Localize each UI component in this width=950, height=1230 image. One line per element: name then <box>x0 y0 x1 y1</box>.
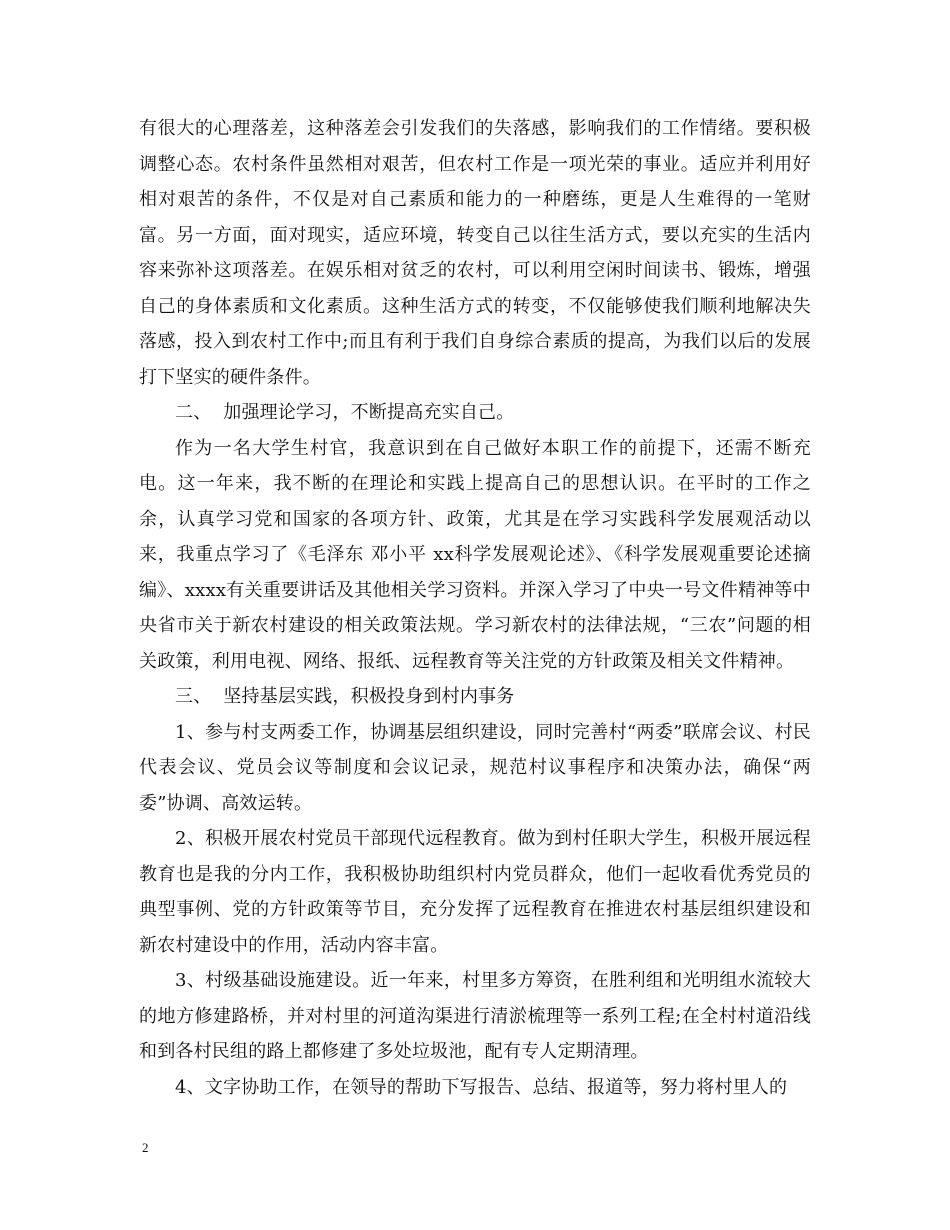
section-heading-three: 三、 坚持基层实践，积极投身到村内事务 <box>175 686 515 707</box>
paragraph-theory-study: 作为一名大学生村官，我意识到在自己做好本职工作的前提下，还需不断充电。这一年来，我不断的在理论和实践上提高自己的思想认识。在平时的工作之余，认真学习党和国家的各项方针、政策，尤其是在学习实践科学发展观活动以来，我重点学习了《毛泽东 邓小平 xx科学发展观论述》、《科学发展观重要论述摘编》、xxxx有关重要讲话及其他相关学习资料。并深入学习了中央一号文件精神等中央省市关于新农村建设的相关政策法规。学习新农村的法律法规，“三农”问题的相关政策，利用电视、网络、报纸、远程教育等关注党的方针政策及相关文件精神。 <box>139 437 811 672</box>
paragraph-continuation: 有很大的心理落差，这种落差会引发我们的失落感，影响我们的工作情绪。要积极调整心态。农村条件虽然相对艰苦，但农村工作是一项光荣的事业。适应并利用好相对艰苦的条件，不仅是对自己素质和能力的一种磨练，更是人生难得的一笔财富。另一方面，面对现实，适应环境，转变自己以往生活方式，要以充实的生活内容来弥补这项落差。在娱乐相对贫乏的农村，可以利用空闲时间读书、锻炼，增强自己的身体素质和文化素质。这种生活方式的转变，不仅能够使我们顺利地解决失落感，投入到农村工作中;而且有利于我们自身综合素质的提高，为我们以后的发展打下坚实的硬件条件。 <box>139 118 811 388</box>
document-body <box>139 111 811 1105</box>
page-number: 2 <box>142 1140 149 1155</box>
paragraph-item-2: 2、积极开展农村党员干部现代远程教育。做为到村任职大学生，积极开展远程教育也是我的分内工作，我积极协助组织村内党员群众，他们一起收看优秀党员的典型事例、党的方针政策等节目，充分发挥了远程教育在推进农村基层组织建设和新农村建设中的作用，活动内容丰富。 <box>139 828 811 956</box>
paragraph-item-3: 3、村级基础设施建设。近一年来，村里多方筹资，在胜利组和光明组水流较大的地方修建路桥，并对村里的河道沟渠进行清淤梳理等一系列工程;在全村村道沿线和到各村民组的路上都修建了多处垃圾池，配有专人定期清理。 <box>139 970 811 1062</box>
section-heading-two: 二、 加强理论学习，不断提高充实自己。 <box>175 402 515 423</box>
paragraph-item-4: 4、文字协助工作，在领导的帮助下写报告、总结、报道等，努力将村里人的 <box>175 1076 788 1098</box>
paragraph-item-1: 1、参与村支两委工作，协调基层组织建设，同时完善村“两委”联席会议、村民代表会议、党员会议等制度和会议记录，规范村议事程序和决策办法，确保“两委”协调、高效运转。 <box>139 721 811 814</box>
